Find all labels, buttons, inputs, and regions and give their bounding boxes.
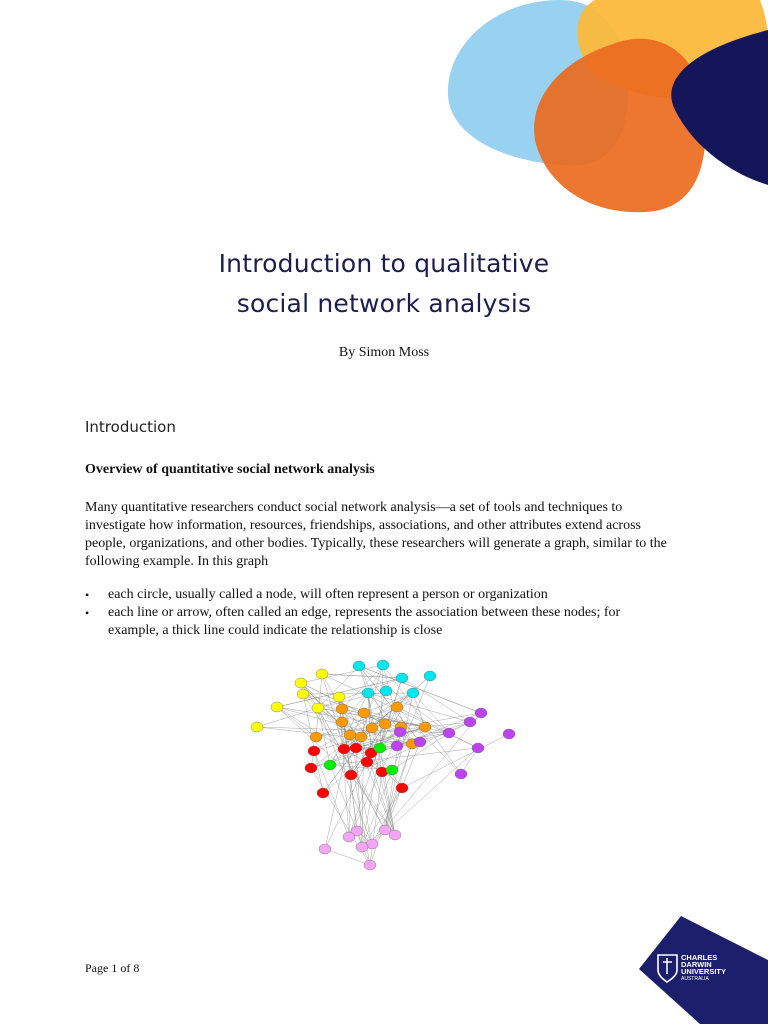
graph-node bbox=[396, 673, 408, 683]
paragraph-line: investigate how information, resources, friendships, associations, and other attributes extend across bbox=[85, 518, 641, 533]
page-number: Page 1 of 8 bbox=[85, 961, 140, 975]
graph-node bbox=[394, 727, 406, 737]
title-line-2: social network analysis bbox=[236, 289, 532, 318]
university-logo bbox=[638, 915, 768, 1024]
paragraph-line: Many quantitative researchers conduct social network analysis—a set of tools and techniques to bbox=[85, 500, 623, 515]
graph-node bbox=[443, 728, 455, 738]
graph-node bbox=[350, 743, 362, 753]
graph-node bbox=[396, 783, 408, 793]
graph-node bbox=[343, 832, 355, 842]
graph-node bbox=[361, 757, 373, 767]
graph-edge bbox=[402, 678, 470, 722]
graph-node bbox=[377, 660, 389, 670]
intro-paragraph bbox=[85, 499, 685, 571]
document-title bbox=[0, 244, 768, 324]
graph-node bbox=[353, 661, 365, 671]
logo-line-3: UNIVERSITY bbox=[681, 967, 727, 976]
bullet-text: example, a thick line could indicate the relationship is close bbox=[108, 623, 443, 638]
graph-node bbox=[475, 708, 487, 718]
graph-edge bbox=[322, 674, 342, 709]
section-heading: Introduction bbox=[85, 418, 176, 436]
graph-node bbox=[366, 723, 378, 733]
bullet-list bbox=[85, 586, 685, 640]
logo-line-1: CHARLES bbox=[681, 953, 718, 962]
graph-node bbox=[472, 743, 484, 753]
graph-node bbox=[419, 722, 431, 732]
title-line-1: Introduction to qualitative bbox=[218, 249, 550, 278]
bullet-item bbox=[85, 604, 685, 640]
graph-node bbox=[364, 860, 376, 870]
graph-node bbox=[317, 788, 329, 798]
graph-edge bbox=[277, 707, 316, 737]
graph-node bbox=[355, 732, 367, 742]
graph-node bbox=[336, 717, 348, 727]
graph-node bbox=[336, 704, 348, 714]
graph-edge bbox=[370, 772, 382, 865]
logo-line-2: DARWIN bbox=[681, 960, 712, 969]
graph-node bbox=[455, 769, 467, 779]
graph-edge bbox=[349, 775, 351, 837]
graph-node bbox=[297, 689, 309, 699]
graph-node bbox=[271, 702, 283, 712]
graph-node bbox=[414, 737, 426, 747]
graph-node bbox=[295, 678, 307, 688]
graph-node bbox=[308, 746, 320, 756]
graph-node bbox=[319, 844, 331, 854]
graph-node bbox=[391, 702, 403, 712]
graph-node bbox=[464, 717, 476, 727]
graph-node bbox=[338, 744, 350, 754]
paragraph-line: people, organizations, and other bodies. Typically, these researchers will generate a graph, similar to the bbox=[85, 536, 667, 551]
graph-node bbox=[380, 686, 392, 696]
decorative-blobs bbox=[430, 0, 768, 220]
graph-node bbox=[333, 692, 345, 702]
graph-node bbox=[379, 719, 391, 729]
graph-node bbox=[305, 763, 317, 773]
graph-node bbox=[362, 688, 374, 698]
graph-node bbox=[324, 760, 336, 770]
bullet-icon: • bbox=[85, 588, 90, 602]
graph-node bbox=[503, 729, 515, 739]
graph-node bbox=[386, 765, 398, 775]
bullet-icon: • bbox=[85, 606, 90, 620]
graph-node bbox=[310, 732, 322, 742]
graph-node bbox=[391, 741, 403, 751]
paragraph-line: following example. In this graph bbox=[85, 554, 269, 569]
graph-node bbox=[345, 770, 357, 780]
graph-edge bbox=[372, 713, 481, 844]
bullet-text: each line or arrow, often called an edge, represents the association between these nodes; for bbox=[108, 605, 621, 620]
subsection-heading: Overview of quantitative social network analysis bbox=[85, 462, 375, 477]
graph-node bbox=[312, 703, 324, 713]
bullet-item bbox=[85, 586, 685, 604]
graph-node bbox=[374, 743, 386, 753]
network-graph-image bbox=[215, 655, 550, 880]
graph-node bbox=[424, 671, 436, 681]
graph-node bbox=[389, 830, 401, 840]
author-byline: By Simon Moss bbox=[338, 345, 430, 360]
graph-edge bbox=[257, 708, 318, 727]
graph-node bbox=[316, 669, 328, 679]
graph-node bbox=[251, 722, 263, 732]
graph-node bbox=[356, 842, 368, 852]
graph-node bbox=[358, 708, 370, 718]
logo-line-4: AUSTRALIA bbox=[681, 976, 709, 982]
graph-node bbox=[407, 688, 419, 698]
graph-node bbox=[344, 730, 356, 740]
bullet-text: each circle, usually called a node, will often represent a person or organization bbox=[108, 587, 548, 602]
